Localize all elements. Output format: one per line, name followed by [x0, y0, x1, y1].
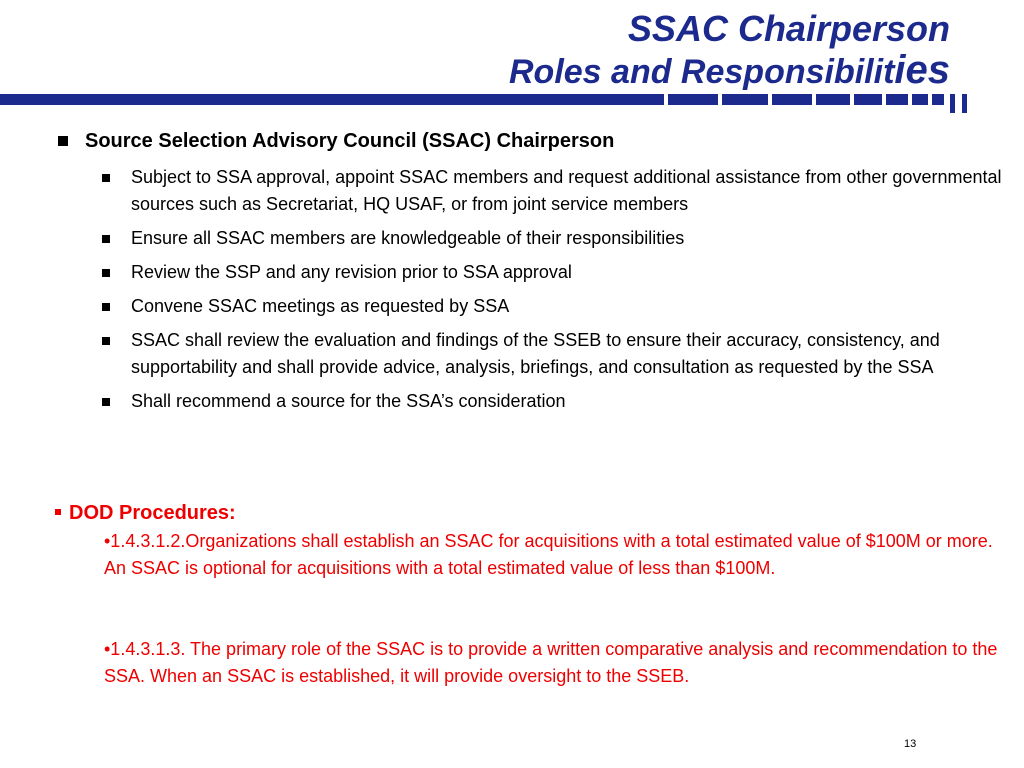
sub-bullet: [102, 293, 1002, 320]
band-segment: [932, 94, 944, 105]
dod-heading-text: DOD Procedures:: [69, 502, 236, 524]
title-line-2-main: Roles and Responsibilit: [509, 53, 895, 91]
band-segment: [912, 94, 928, 105]
square-bullet-icon: [102, 303, 110, 311]
square-bullet-icon: [102, 174, 110, 182]
dod-procedures-heading: [55, 499, 236, 527]
title-line-2: [509, 50, 950, 92]
band-tick: [962, 94, 967, 113]
sub-bullet: [102, 388, 1002, 415]
band-segment: [772, 94, 812, 105]
square-bullet-icon: [102, 337, 110, 345]
square-bullet-icon: [102, 235, 110, 243]
sub-bullet-text: Shall recommend a source for the SSA’s consideration: [131, 391, 566, 411]
square-bullet-icon: [102, 398, 110, 406]
sub-bullet-list: [102, 164, 1002, 422]
sub-bullet-text: Subject to SSA approval, appoint SSAC members and request additional assistance from other governmental sources such as Secretariat, HQ USAF, or from joint service members: [131, 167, 1002, 214]
sub-bullet-text: SSAC shall review the evaluation and findings of the SSEB to ensure their accuracy, consistency, and supportability and shall provide advice, analysis, briefings, and consultation as requested by the SSA: [131, 330, 940, 377]
title-line-1: SSAC Chairperson: [627, 8, 950, 49]
band-segment: [668, 94, 718, 105]
sub-bullet: [102, 164, 1002, 218]
sub-bullet-text: Convene SSAC meetings as requested by SSA: [131, 296, 510, 316]
band-segment: [722, 94, 768, 105]
dod-procedure-item: •1.4.3.1.2.Organizations shall establish an SSAC for acquisitions with a total estimated value of $100M or more. An SSAC is optional for acquisitions with a total estimated value of less than $100M.: [104, 531, 993, 578]
dod-procedure-item: •1.4.3.1.3. The primary role of the SSAC is to provide a written comparative analysis and recommendation to the SSA. When an SSAC is established, it will provide oversight to the SSEB.: [104, 639, 998, 686]
sub-bullet-text: Review the SSP and any revision prior to SSA approval: [131, 262, 572, 282]
slide-title: [509, 8, 950, 92]
sub-bullet: [102, 259, 1002, 286]
main-bullet-text: Source Selection Advisory Council (SSAC) Chairperson: [85, 130, 615, 152]
page-number: 13: [904, 738, 917, 750]
title-line-2-end: ies: [894, 48, 950, 92]
sub-bullet: [102, 327, 1002, 381]
square-bullet-icon: [58, 136, 68, 146]
band-segment: [816, 94, 850, 105]
band-bar: [0, 94, 664, 105]
band-segment: [886, 94, 908, 105]
sub-bullet-text: Ensure all SSAC members are knowledgeable of their responsibilities: [131, 228, 685, 248]
small-square-bullet-icon: [55, 509, 61, 515]
square-bullet-icon: [102, 269, 110, 277]
band-tick: [950, 94, 955, 113]
band-segment: [854, 94, 882, 105]
sub-bullet: [102, 225, 1002, 252]
